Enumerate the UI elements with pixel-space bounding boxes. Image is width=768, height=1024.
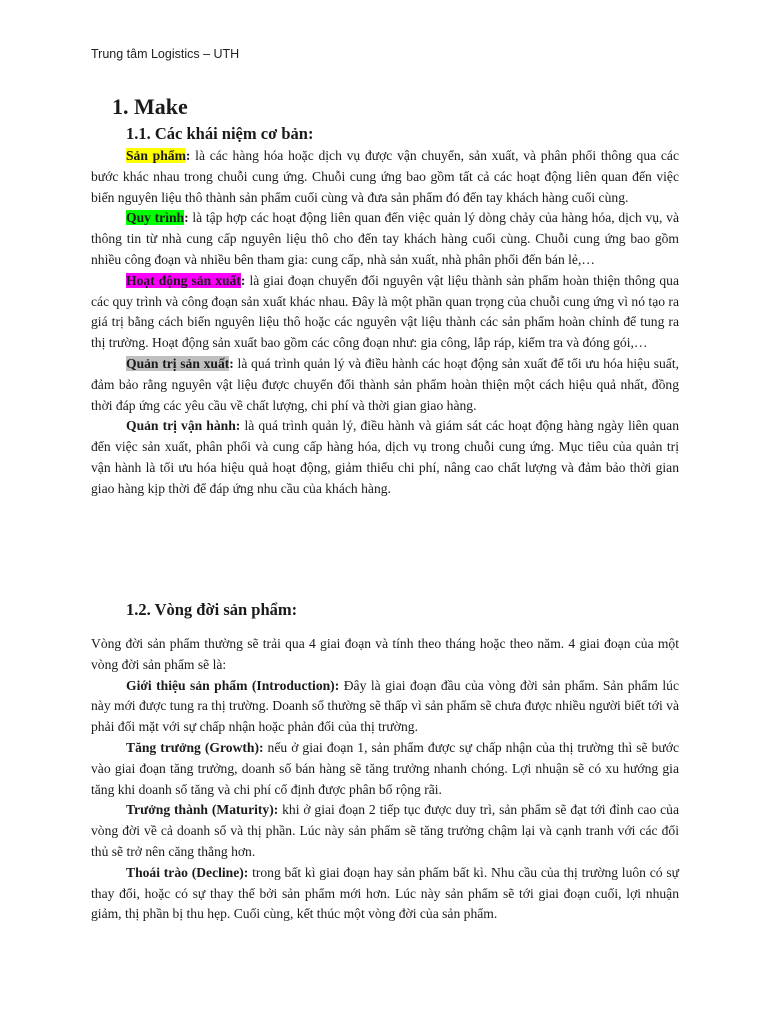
concept-paragraph <box>91 354 679 416</box>
concepts-body <box>91 146 679 500</box>
concept-text: là giai đoạn chuyển đổi nguyên vật liệu thành sản phẩm hoàn thiện thông qua các quy trình và công đoạn sản xuất khác nhau. Đây là một phần quan trọng của chuỗi cung ứng vì nó tạo ra giá trị bằng cách biến nguyên liệu thô hoặc các nguyên vật liệu thành các sản phẩm hoàn chỉnh để tung ra thị trường. Hoạt động sản xuất bao gồm các công đoạn như: gia công, lắp ráp, kiểm tra và đóng gói,… <box>91 272 680 351</box>
term-hoat-dong-san-xuat: Hoạt động sản xuất <box>126 272 241 288</box>
stage-paragraph <box>91 738 679 800</box>
stage-term: Tăng trưởng (Growth): <box>126 739 264 755</box>
section-heading-lifecycle: 1.2. Vòng đời sản phẩm: <box>126 600 298 619</box>
concept-text: là các hàng hóa hoặc dịch vụ được vận chuyển, sản xuất, và phân phối thông qua các bước khác nhau trong chuỗi cung ứng. Chuỗi cung ứng bao gồm tất cả các hoạt động liên quan đến việc biến nguyên liệu thô thành sản phẩm cuối cùng và đưa sản phẩm đó đến tay khách hàng cuối cùng. <box>91 148 680 205</box>
stage-text: khi ở giai đoạn 2 tiếp tục được duy trì, sản phẩm sẽ đạt tới đỉnh cao của vòng đời về cả doanh số và thị phần. Lúc này sản phẩm sẽ tăng trưởng chậm lại và cạnh tranh với các đối thủ sẽ trở nên căng thẳng hơn. <box>91 802 679 859</box>
term-colon: : <box>185 148 191 163</box>
term-colon: : <box>229 355 234 371</box>
concept-paragraph <box>91 208 679 270</box>
concept-paragraph <box>91 271 679 354</box>
stage-text: trong bất kì giai đoạn hay sản phẩm bất kì. Nhu cầu của thị trường luôn có sự thay đổi, hoặc có sự thay thế bởi sản phẩm mới hơn. Lúc này sản phẩm sẽ tới giai đoạn cuối, lợi nhuận giảm, thị phần bị thu hẹp. Cuối cùng, kết thúc một vòng đời của sản phẩm. <box>91 864 680 922</box>
section-heading-concepts: 1.1. Các khái niệm cơ bản: <box>126 124 314 143</box>
lifecycle-body <box>91 634 679 925</box>
stage-paragraph <box>91 800 679 862</box>
concept-text: là tập hợp các hoạt động liên quan đến việc quản lý dòng chảy của hàng hóa, dịch vụ, và thông tin từ nhà cung cấp nguyên liệu thô cho đến tay khách hàng cuối cùng. Chuỗi cung ứng bao gồm nhiều công đoạn và nhiều bên tham gia: cung cấp, nhà sản xuất, nhà phân phối đến bán lẻ,… <box>91 210 679 267</box>
stage-term: Trưởng thành (Maturity): <box>126 802 279 818</box>
term-san-pham: Sản phẩm <box>126 148 186 163</box>
concept-paragraph <box>91 146 679 208</box>
stage-text: Đây là giai đoạn đầu của vòng đời sản phẩm. Sản phẩm lúc này mới được tung ra thị trường. Doanh số thường sẽ thấp vì sản phẩm sẽ chưa được nhiều người biết tới và phải đối mặt với sự chấp nhận hoặc phản đối của thị trường. <box>91 677 679 735</box>
page-title: 1. Make <box>112 94 188 119</box>
term-quy-trinh: Quy trình <box>126 210 185 226</box>
concept-paragraph <box>91 416 679 499</box>
term-quan-tri-van-hanh: Quản trị vận hành: <box>126 418 241 434</box>
term-colon: : <box>240 272 246 288</box>
concept-text: là quá trình quản lý, điều hành và giám sát các hoạt động hàng ngày liên quan đến việc sản xuất, phân phối và cung cấp hàng hóa, dịch vụ trong chuỗi cung ứng. Mục tiêu của quản trị vận hành là tối ưu hóa hiệu quả hoạt động, giảm thiểu chi phí, nâng cao chất lượng và đảm bảo thời gian giao hàng kịp thời để đáp ứng nhu cầu của khách hàng. <box>91 418 679 496</box>
stage-text: nếu ở giai đoạn 1, sản phẩm được sự chấp nhận của thị trường thì sẽ bước vào giai đoạn tăng trưởng, doanh số bán hàng sẽ tăng trưởng nhanh chóng. Lợi nhuận sẽ có xu hướng gia tăng khi doanh số tăng và chi phí cố định được phân bổ rộng rãi. <box>91 739 679 797</box>
stage-paragraph <box>91 863 679 925</box>
term-quan-tri-san-xuat: Quản trị sản xuất <box>126 355 230 371</box>
term-colon: : <box>184 210 189 226</box>
stage-paragraph <box>91 676 679 738</box>
stage-term: Thoái trào (Decline): <box>126 864 249 880</box>
lifecycle-intro: Vòng đời sản phẩm thường sẽ trải qua 4 giai đoạn và tính theo tháng hoặc theo năm. 4 giai đoạn của một vòng đời sản phẩm sẽ là: <box>91 636 679 672</box>
concept-text: là quá trình quản lý và điều hành các hoạt động sản xuất để tối ưu hóa hiệu suất, đảm bảo rằng nguyên vật liệu được chuyển đổi thành sản phẩm hoàn thiện một cách hiệu quả nhất, đồng thời đáp ứng các yêu cầu về chất lượng, chi phí và thời gian giao hàng. <box>91 355 679 413</box>
stage-term: Giới thiệu sản phẩm (Introduction): <box>126 677 340 693</box>
page-header: Trung tâm Logistics – UTH <box>91 47 240 61</box>
